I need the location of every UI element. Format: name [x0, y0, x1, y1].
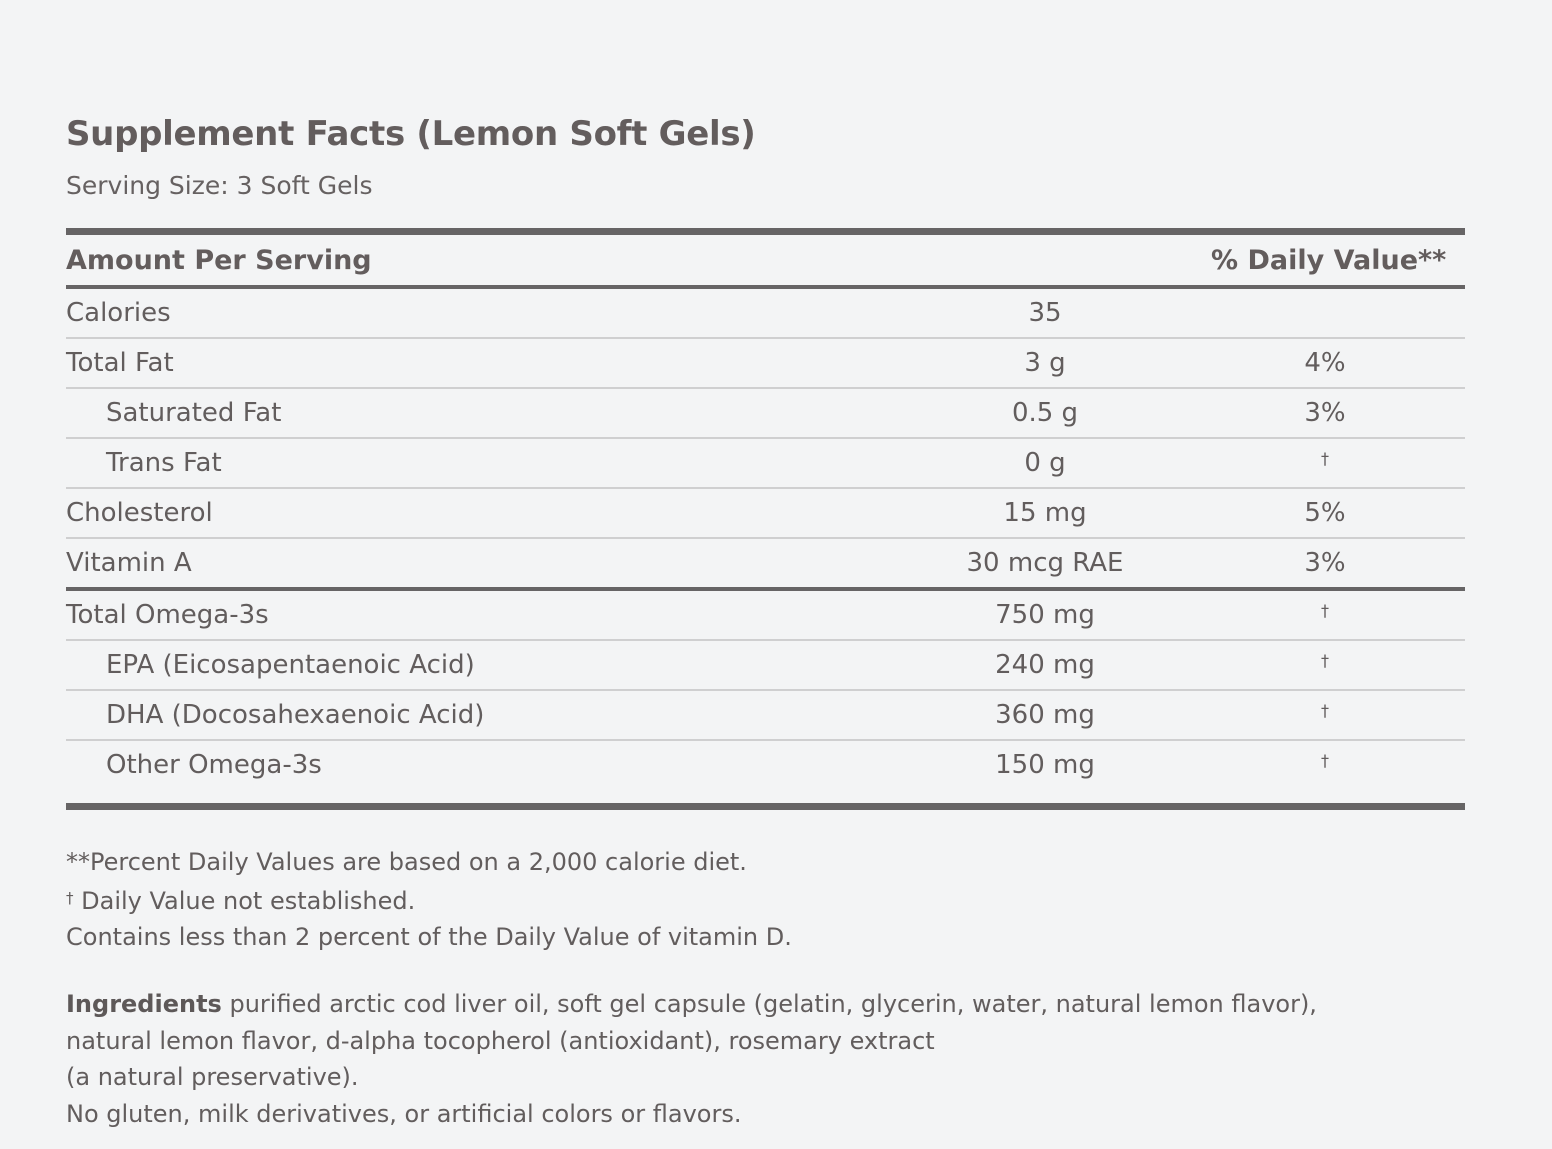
page-title: Supplement Facts (Lemon Soft Gels) — [66, 114, 756, 154]
table-row-dha — [66, 691, 1465, 741]
row-amount: 3 g — [1024, 348, 1066, 378]
table-header — [66, 235, 1465, 289]
row-daily-value: † — [1321, 751, 1329, 770]
ingredients-text: purified arctic cod liver oil, soft gel capsule (gelatin, glycerin, water, natural lemon flavor), — [221, 990, 1317, 1018]
ingredients-line-2: natural lemon flavor, d-alpha tocopherol (antioxidant), rosemary extract — [66, 1026, 935, 1055]
table-row-saturated-fat — [66, 389, 1465, 439]
row-daily-value: 4% — [1304, 348, 1346, 378]
row-amount: 750 mg — [995, 600, 1095, 630]
table-row-cholesterol — [66, 489, 1465, 539]
footnote-not-established-text: Daily Value not established. — [73, 887, 416, 915]
ingredients-section — [66, 986, 1465, 1132]
footnote-daily-values: **Percent Daily Values are based on a 2,000 calorie diet. — [66, 848, 747, 876]
serving-size: Serving Size: 3 Soft Gels — [66, 171, 373, 200]
row-daily-value: † — [1321, 601, 1329, 620]
ingredients-label: Ingredients — [66, 990, 222, 1018]
row-daily-value: † — [1321, 449, 1329, 468]
footnote-vitamin-d: Contains less than 2 percent of the Daily Value of vitamin D. — [66, 923, 792, 951]
ingredients-line-3: (a natural preservative). — [66, 1063, 359, 1091]
row-daily-value: † — [1321, 701, 1329, 720]
row-name: Calories — [66, 298, 171, 328]
table-row-trans-fat — [66, 439, 1465, 489]
daily-value-header: % Daily Value** — [1211, 245, 1447, 276]
row-amount: 0.5 g — [1011, 398, 1079, 428]
footnotes — [66, 844, 1465, 955]
table-row-calories — [66, 289, 1465, 339]
row-name: Trans Fat — [106, 448, 222, 478]
table-row-vitamin-a — [66, 539, 1465, 591]
row-name: Vitamin A — [66, 548, 192, 578]
row-name: Cholesterol — [66, 498, 213, 528]
row-amount: 150 mg — [995, 750, 1095, 780]
row-amount: 0 g — [1024, 448, 1066, 478]
table-row-epa — [66, 641, 1465, 691]
allergen-statement: No gluten, milk derivatives, or artificial colors or flavors. — [66, 1099, 742, 1128]
table-row-total-fat — [66, 339, 1465, 389]
dagger-symbol: † — [66, 889, 74, 907]
row-name: Saturated Fat — [106, 398, 282, 428]
supplement-facts-table — [66, 228, 1465, 810]
row-amount: 35 — [1028, 298, 1062, 328]
row-daily-value: 5% — [1304, 498, 1346, 528]
ingredients-line-1 — [66, 986, 1465, 1023]
row-amount: 15 mg — [1003, 498, 1087, 528]
table-row-other-omega-3s — [66, 741, 1465, 810]
row-daily-value: † — [1321, 651, 1329, 670]
row-name: EPA (Eicosapentaenoic Acid) — [106, 650, 475, 680]
row-amount: 30 mcg RAE — [966, 548, 1124, 578]
row-daily-value: 3% — [1304, 548, 1346, 578]
row-name: Other Omega-3s — [106, 750, 322, 780]
row-name: DHA (Docosahexaenoic Acid) — [106, 700, 485, 730]
table-row-total-omega-3s — [66, 591, 1465, 641]
row-name: Total Fat — [66, 348, 174, 378]
row-name: Total Omega-3s — [66, 600, 269, 630]
row-amount: 360 mg — [995, 700, 1095, 730]
supplement-facts-panel — [66, 112, 1465, 1132]
footnote-not-established — [66, 880, 1465, 919]
row-daily-value: 3% — [1304, 398, 1346, 428]
amount-per-serving-header: Amount Per Serving — [66, 245, 372, 276]
row-amount: 240 mg — [995, 650, 1095, 680]
